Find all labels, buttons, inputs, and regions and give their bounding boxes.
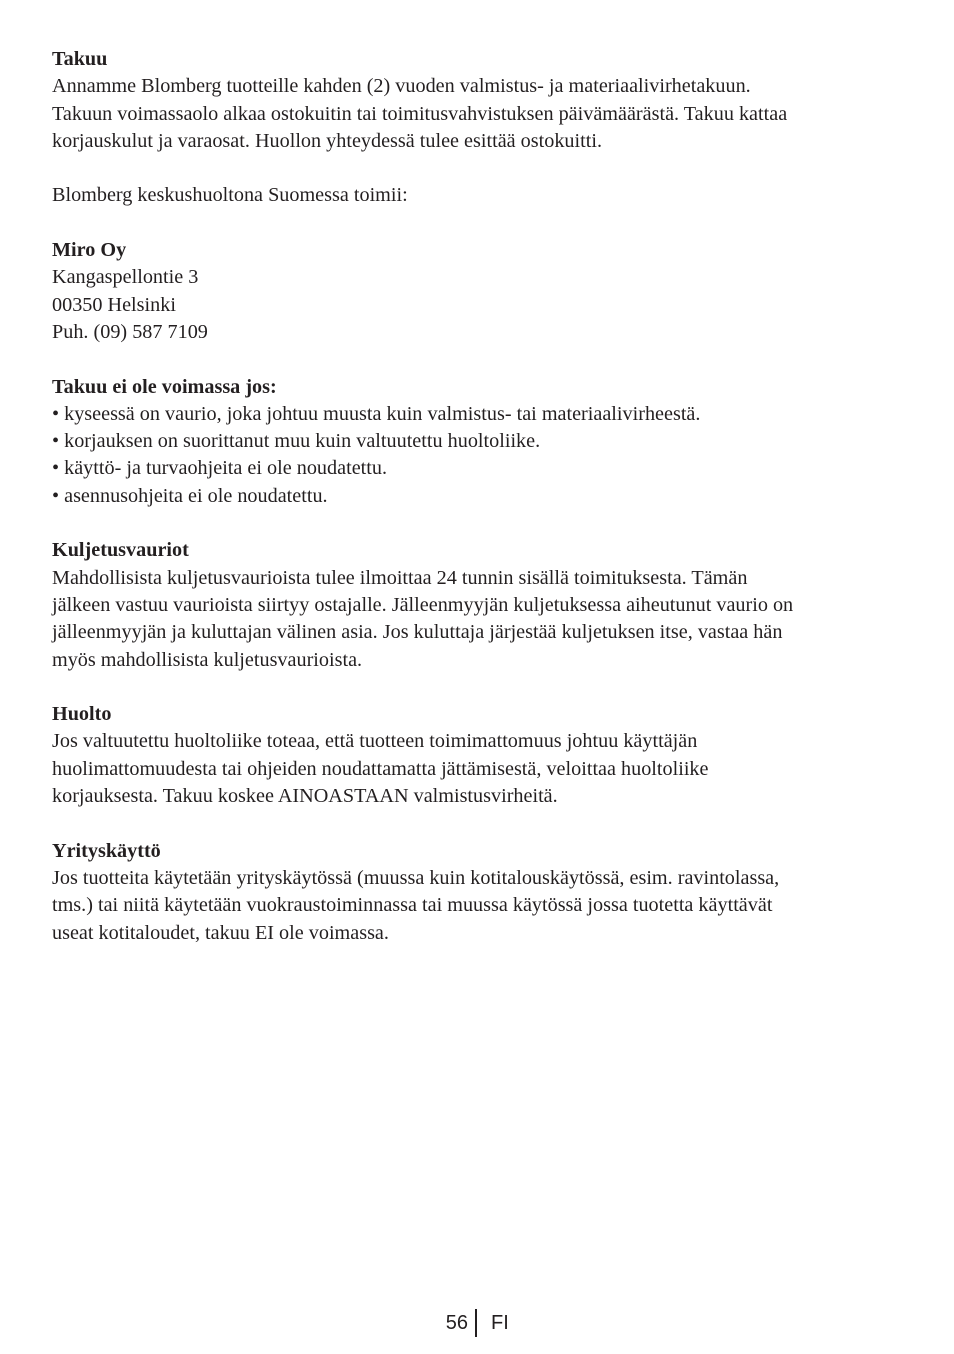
- bullet-item: • asennusohjeita ei ole noudatettu.: [52, 484, 328, 507]
- body-line: jälkeen vastuu vaurioista siirtyy ostajalle. Jälleenmyyjän kuljetuksessa aiheutunut vaurio on: [52, 593, 794, 616]
- footer-divider: [475, 1309, 477, 1337]
- body-line: useat kotitaloudet, takuu EI ole voimassa.: [52, 921, 389, 944]
- bullet-item: • käyttö- ja turvaohjeita ei ole noudatettu.: [52, 457, 388, 480]
- company-name: Miro Oy: [52, 239, 127, 262]
- postal-city: 00350 Helsinki: [52, 293, 176, 316]
- body-line: Annamme Blomberg tuotteille kahden (2) vuoden valmistus- ja materiaalivirhetakuun.: [52, 75, 751, 98]
- bullet-item: • kyseessä on vaurio, joka johtuu muusta kuin valmistus- tai materiaalivirheestä.: [52, 402, 701, 425]
- body-line: myös mahdollisista kuljetusvaurioista.: [52, 648, 363, 671]
- body-line: korjauskulut ja varaosat. Huollon yhteydessä tulee esittää ostokuitti.: [52, 129, 602, 152]
- page-footer: [0, 1309, 954, 1337]
- body-line: Jos tuotteita käytetään yrityskäytössä (muussa kuin kotitalouskäytössä, esim. ravintolassa,: [52, 866, 780, 889]
- body-line: Mahdollisista kuljetusvaurioista tulee ilmoittaa 24 tunnin sisällä toimituksesta. Tämän: [52, 566, 748, 589]
- body-line: Takuun voimassaolo alkaa ostokuitin tai toimitusvahvistuksen päivämäärästä. Takuu kattaa: [52, 102, 788, 125]
- body-line: Blomberg keskushuoltona Suomessa toimii:: [52, 184, 408, 207]
- page-number: 56: [445, 1312, 468, 1334]
- section-heading: Kuljetusvauriot: [52, 539, 189, 562]
- section-warranty: [52, 46, 912, 155]
- body-line: huolimattomuudesta tai ohjeiden noudattamatta jättämisestä, veloittaa huoltoliike: [52, 757, 709, 780]
- language-code: FI: [491, 1312, 509, 1334]
- body-line: tms.) tai niitä käytetään vuokraustoiminnassa tai muussa käytössä jossa tuotetta käyttävät: [52, 894, 773, 917]
- body-line: jälleenmyyjän ja kuluttajan välinen asia. Jos kuluttaja järjestää kuljetuksen itse, vastaa hän: [52, 621, 783, 644]
- section-heading: Huolto: [52, 703, 112, 726]
- document-body: [52, 46, 912, 974]
- section-maintenance: [52, 701, 912, 810]
- section-warranty-exclusions: [52, 374, 912, 510]
- body-line: Jos valtuutettu huoltoliike toteaa, että tuotteen toimimattomuus johtuu käyttäjän: [52, 730, 698, 753]
- phone-number: Puh. (09) 587 7109: [52, 320, 208, 343]
- bullet-item: • korjauksen on suorittanut muu kuin valtuutettu huoltoliike.: [52, 430, 541, 453]
- section-service-intro: [52, 182, 912, 209]
- section-heading: Yrityskäyttö: [52, 839, 161, 862]
- section-service-address: [52, 237, 912, 346]
- section-transport-damage: [52, 537, 912, 673]
- street-address: Kangaspellontie 3: [52, 266, 199, 289]
- section-business-use: [52, 838, 912, 947]
- body-line: korjauksesta. Takuu koskee AINOASTAAN valmistusvirheitä.: [52, 785, 558, 808]
- section-heading: Takuu: [52, 48, 108, 70]
- section-heading: Takuu ei ole voimassa jos:: [52, 375, 277, 398]
